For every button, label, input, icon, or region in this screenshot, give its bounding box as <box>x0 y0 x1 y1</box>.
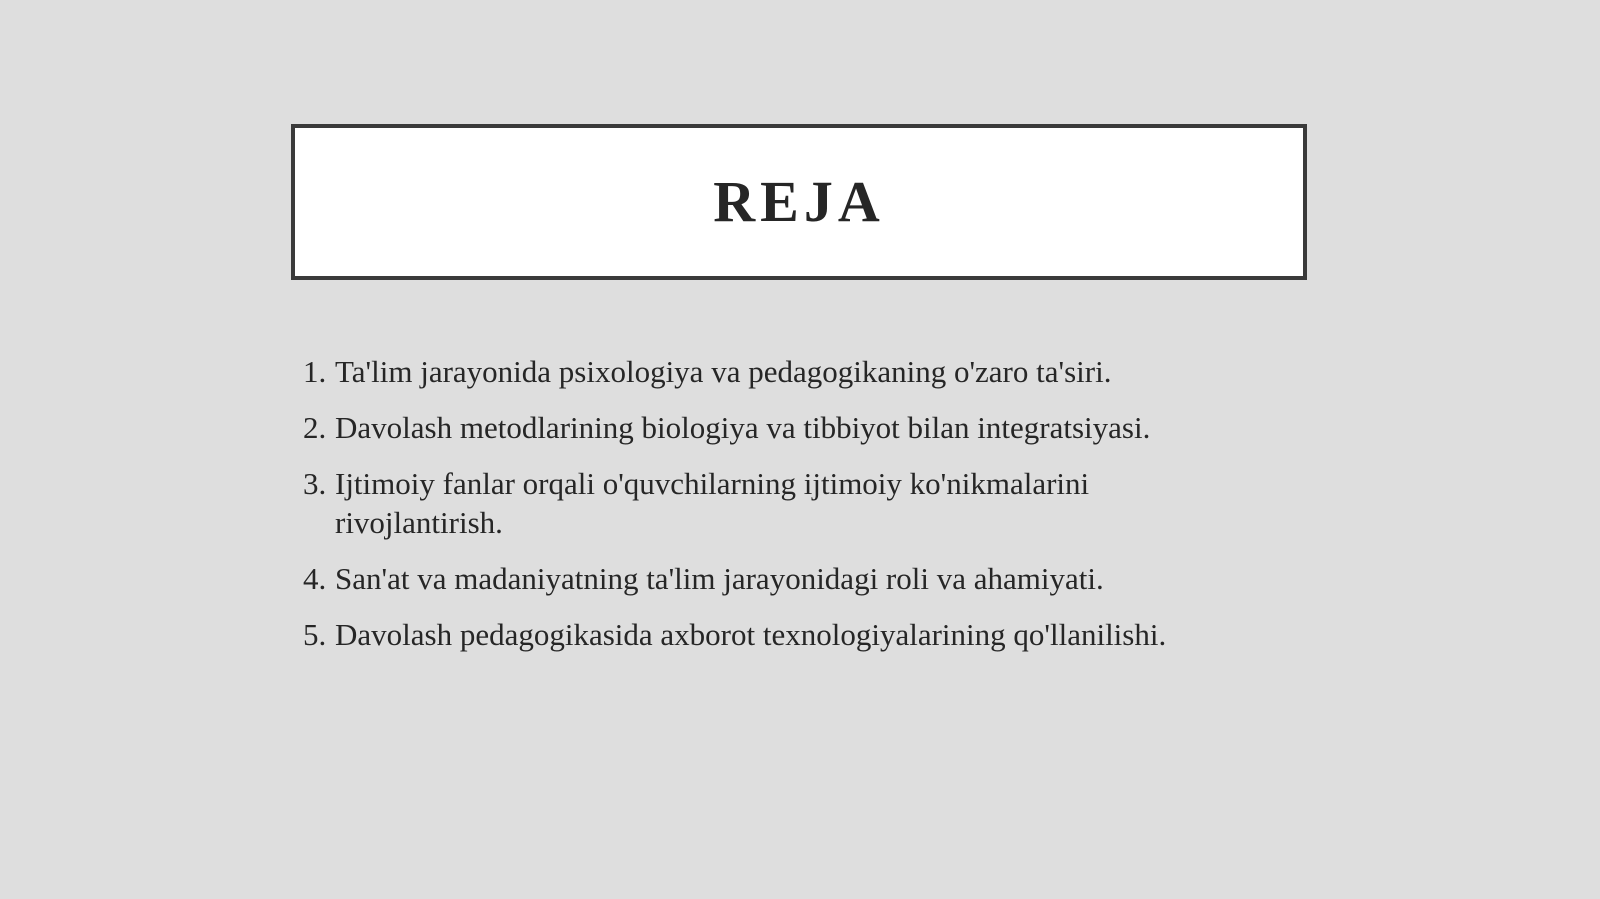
slide-title: REJA <box>713 169 885 234</box>
plan-item-4 <box>303 559 1303 598</box>
plan-item-text: Ijtimoiy fanlar orqali o'quvchilarning ijtimoiy ko'nikmalarini rivojlantirish. <box>335 466 1090 540</box>
plan-item-number: 5. <box>303 617 327 652</box>
plan-list <box>303 352 1303 671</box>
plan-item-text: Davolash metodlarining biologiya va tibbiyot bilan integratsiyasi. <box>335 410 1151 445</box>
plan-item-5 <box>303 615 1303 654</box>
plan-item-number: 4. <box>303 561 327 596</box>
plan-item-number: 2. <box>303 410 327 445</box>
plan-item-text: San'at va madaniyatning ta'lim jarayonidagi roli va ahamiyati. <box>335 561 1104 596</box>
plan-item-1 <box>303 352 1303 391</box>
plan-item-3 <box>303 464 1303 542</box>
title-box <box>291 124 1307 280</box>
plan-item-text: Davolash pedagogikasida axborot texnologiyalarining qo'llanilishi. <box>335 617 1167 652</box>
plan-item-number: 3. <box>303 466 327 501</box>
plan-item-text: Ta'lim jarayonida psixologiya va pedagogikaning o'zaro ta'siri. <box>335 354 1112 389</box>
plan-item-2 <box>303 408 1303 447</box>
plan-item-number: 1. <box>303 354 327 389</box>
